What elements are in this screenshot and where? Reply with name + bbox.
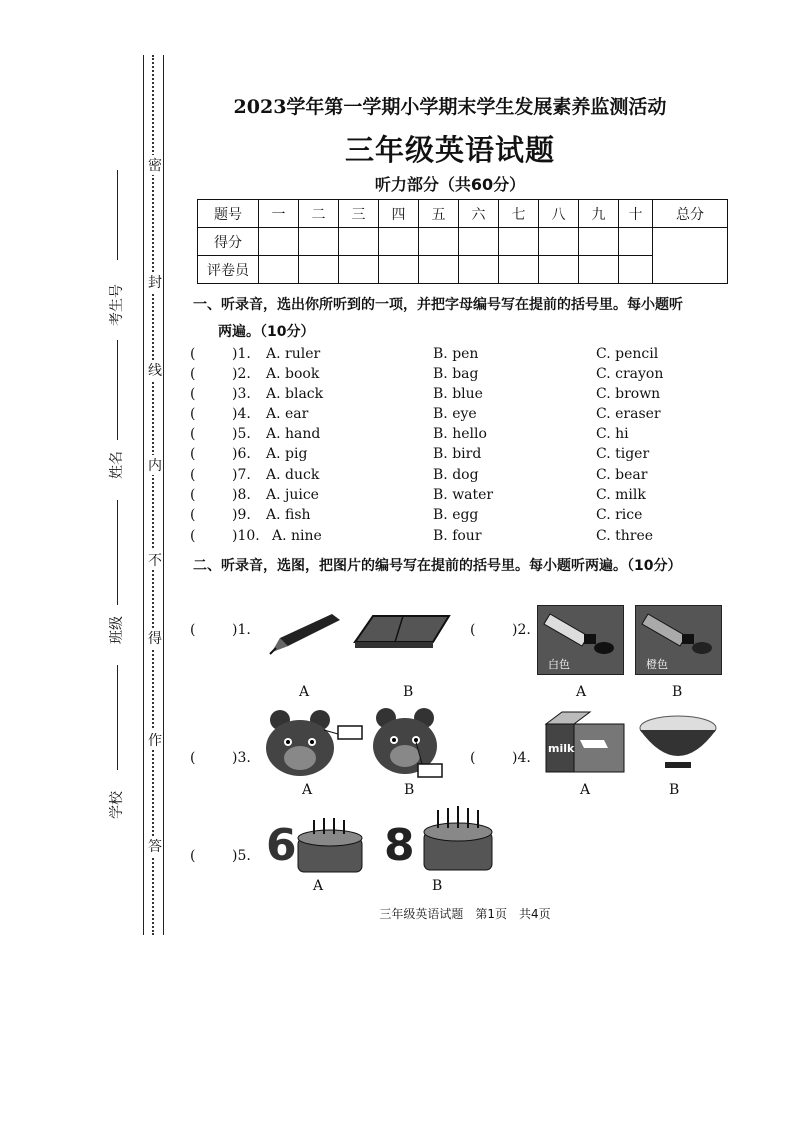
option-c: C. hi xyxy=(596,426,629,442)
list-item xyxy=(190,366,750,386)
svg-text:8: 8 xyxy=(384,820,415,871)
row-header-question: 题号 xyxy=(198,200,259,228)
answer-paren[interactable]: ( xyxy=(190,426,196,442)
answer-paren[interactable]: ( xyxy=(190,467,196,483)
option-c: C. three xyxy=(596,528,654,544)
question-number: )6. xyxy=(232,446,251,462)
question-number: )2. xyxy=(512,622,531,638)
score-cell[interactable] xyxy=(299,228,339,256)
answer-paren[interactable]: ( xyxy=(190,487,196,503)
answer-paren[interactable]: ( xyxy=(190,622,196,638)
score-cell[interactable] xyxy=(499,228,539,256)
pen-picture xyxy=(266,608,346,658)
milk-picture xyxy=(544,710,626,773)
answer-paren[interactable]: ( xyxy=(470,622,476,638)
col-3: 三 xyxy=(339,200,379,228)
svg-text:6: 6 xyxy=(266,820,297,871)
question-number: )3. xyxy=(232,750,251,766)
option-c: C. pencil xyxy=(596,346,659,362)
option-b: B. four xyxy=(433,528,482,544)
col-5: 五 xyxy=(419,200,459,228)
bear-ear-picture xyxy=(262,708,367,780)
grader-cell[interactable] xyxy=(299,256,339,284)
option-label-b: B xyxy=(404,782,415,798)
grader-cell[interactable] xyxy=(499,256,539,284)
question-number: )10. xyxy=(232,528,260,544)
question-number: )5. xyxy=(232,848,251,864)
question-number: )4. xyxy=(232,406,251,422)
option-b: B. hello xyxy=(433,426,487,442)
book-picture xyxy=(353,612,455,652)
rice-picture xyxy=(637,712,719,772)
option-label-a: A xyxy=(580,782,591,798)
col-8: 八 xyxy=(539,200,579,228)
score-cell[interactable] xyxy=(579,228,619,256)
score-table xyxy=(197,199,728,284)
option-label-b: B xyxy=(432,878,443,894)
paint-tube-icon xyxy=(538,606,623,656)
section1-title: 一、听录音，选出你所听到的一项，并把字母编号写在提前的括号里。每小题听 xyxy=(193,297,683,313)
col-6: 六 xyxy=(459,200,499,228)
list-item xyxy=(190,446,750,466)
paint-label-white: 白色 xyxy=(548,658,570,671)
question-number: )5. xyxy=(232,426,251,442)
answer-paren[interactable]: ( xyxy=(190,528,196,544)
col-4: 四 xyxy=(379,200,419,228)
page-footer: 三年级英语试题 第1页 共4页 xyxy=(379,907,551,921)
answer-paren[interactable]: ( xyxy=(190,386,196,402)
option-a: A. ear xyxy=(266,406,309,422)
question-number: )4. xyxy=(512,750,531,766)
grader-cell[interactable] xyxy=(339,256,379,284)
option-a: A. nine xyxy=(272,528,322,544)
option-a: A. black xyxy=(266,386,324,402)
binding-dotted-line xyxy=(152,55,154,935)
student-id-rule xyxy=(117,170,118,260)
question-number: )9. xyxy=(232,507,251,523)
list-item xyxy=(190,426,750,446)
answer-paren[interactable]: ( xyxy=(190,848,196,864)
option-a: A. pig xyxy=(266,446,308,462)
question-number: )2. xyxy=(232,366,251,382)
binding-line-right xyxy=(163,55,164,935)
option-b: B. bird xyxy=(433,446,482,462)
seal-char: 封 xyxy=(148,272,162,292)
question-number: )1. xyxy=(232,346,251,362)
option-c: C. rice xyxy=(596,507,643,523)
list-item xyxy=(190,487,750,507)
school-label: 学校 xyxy=(109,791,125,819)
score-cell[interactable] xyxy=(419,228,459,256)
list-item xyxy=(190,507,750,527)
question-number: )3. xyxy=(232,386,251,402)
option-label-b: B xyxy=(672,684,683,700)
total-score-cell[interactable] xyxy=(653,228,728,284)
seal-char: 不 xyxy=(148,550,162,570)
class-rule xyxy=(117,500,118,605)
cake-eight-picture xyxy=(384,800,496,876)
grader-cell[interactable] xyxy=(579,256,619,284)
seal-char: 密 xyxy=(148,155,162,175)
list-item xyxy=(190,386,750,406)
bear-eye-picture xyxy=(372,706,452,781)
col-9: 九 xyxy=(579,200,619,228)
option-a: A. ruler xyxy=(266,346,321,362)
paint-label-orange: 橙色 xyxy=(646,658,668,671)
paint-tube-white-picture xyxy=(537,605,624,675)
score-cell[interactable] xyxy=(459,228,499,256)
milk-label: milk xyxy=(548,742,575,755)
option-b: B. bag xyxy=(433,366,479,382)
option-c: C. crayon xyxy=(596,366,664,382)
list-item xyxy=(190,528,750,548)
option-c: C. eraser xyxy=(596,406,661,422)
seal-char: 得 xyxy=(148,628,162,648)
col-7: 七 xyxy=(499,200,539,228)
answer-paren[interactable]: ( xyxy=(190,366,196,382)
question-number: )1. xyxy=(232,622,251,638)
option-a: A. fish xyxy=(266,507,311,523)
seal-char: 内 xyxy=(148,455,162,475)
option-b: B. eye xyxy=(433,406,477,422)
option-c: C. milk xyxy=(596,487,646,503)
option-a: A. hand xyxy=(266,426,321,442)
grader-cell[interactable] xyxy=(419,256,459,284)
option-b: B. pen xyxy=(433,346,479,362)
option-a: A. duck xyxy=(266,467,320,483)
name-rule xyxy=(117,340,118,440)
answer-paren[interactable]: ( xyxy=(470,750,476,766)
option-label-a: A xyxy=(299,684,310,700)
section2-title: 二、听录音，选图，把图片的编号写在提前的括号里。每小题听两遍。（10分） xyxy=(193,558,682,574)
score-cell[interactable] xyxy=(619,228,653,256)
row-header-score: 得分 xyxy=(198,228,259,256)
answer-paren[interactable]: ( xyxy=(190,750,196,766)
grader-cell[interactable] xyxy=(459,256,499,284)
seal-char: 答 xyxy=(148,836,162,856)
option-label-a: A xyxy=(313,878,324,894)
score-cell[interactable] xyxy=(539,228,579,256)
col-1: 一 xyxy=(259,200,299,228)
section1-title-cont: 两遍。（10分） xyxy=(218,324,315,340)
grader-cell[interactable] xyxy=(259,256,299,284)
question-number: )8. xyxy=(232,487,251,503)
option-c: C. bear xyxy=(596,467,648,483)
seal-char: 线 xyxy=(148,360,162,380)
option-b: B. blue xyxy=(433,386,483,402)
grader-cell[interactable] xyxy=(539,256,579,284)
option-a: A. book xyxy=(266,366,320,382)
list-item xyxy=(190,406,750,426)
option-b: B. water xyxy=(433,487,494,503)
list-item xyxy=(190,467,750,487)
list-item xyxy=(190,346,750,366)
col-2: 二 xyxy=(299,200,339,228)
option-b: B. egg xyxy=(433,507,479,523)
answer-paren[interactable]: ( xyxy=(190,446,196,462)
option-c: C. tiger xyxy=(596,446,650,462)
paint-tube-orange-picture xyxy=(635,605,722,675)
section-heading: 听力部分（共60分） xyxy=(374,175,526,194)
option-c: C. brown xyxy=(596,386,661,402)
question-number: )7. xyxy=(232,467,251,483)
total-header: 总分 xyxy=(653,200,728,228)
answer-paren[interactable]: ( xyxy=(190,406,196,422)
class-label: 班级 xyxy=(109,616,125,644)
option-label-b: B xyxy=(669,782,680,798)
cake-six-picture xyxy=(266,808,366,876)
name-label: 姓名 xyxy=(109,451,125,479)
grader-cell[interactable] xyxy=(379,256,419,284)
seal-char: 作 xyxy=(148,730,162,750)
option-label-a: A xyxy=(302,782,313,798)
exam-title: 三年级英语试题 xyxy=(344,133,555,167)
option-label-b: B xyxy=(403,684,414,700)
option-a: A. juice xyxy=(266,487,319,503)
school-rule xyxy=(117,665,118,770)
answer-paren[interactable]: ( xyxy=(190,346,196,362)
row-header-grader: 评卷员 xyxy=(198,256,259,284)
binding-line-left xyxy=(143,55,144,935)
score-cell[interactable] xyxy=(379,228,419,256)
student-id-label: 考生号 xyxy=(109,284,125,326)
answer-paren[interactable]: ( xyxy=(190,507,196,523)
exam-event-title: 2023学年第一学期小学期末学生发展素养监测活动 xyxy=(233,96,667,118)
option-b: B. dog xyxy=(433,467,479,483)
option-label-a: A xyxy=(576,684,587,700)
paint-tube-icon xyxy=(636,606,721,656)
grader-cell[interactable] xyxy=(619,256,653,284)
col-10: 十 xyxy=(619,200,653,228)
score-cell[interactable] xyxy=(259,228,299,256)
score-cell[interactable] xyxy=(339,228,379,256)
